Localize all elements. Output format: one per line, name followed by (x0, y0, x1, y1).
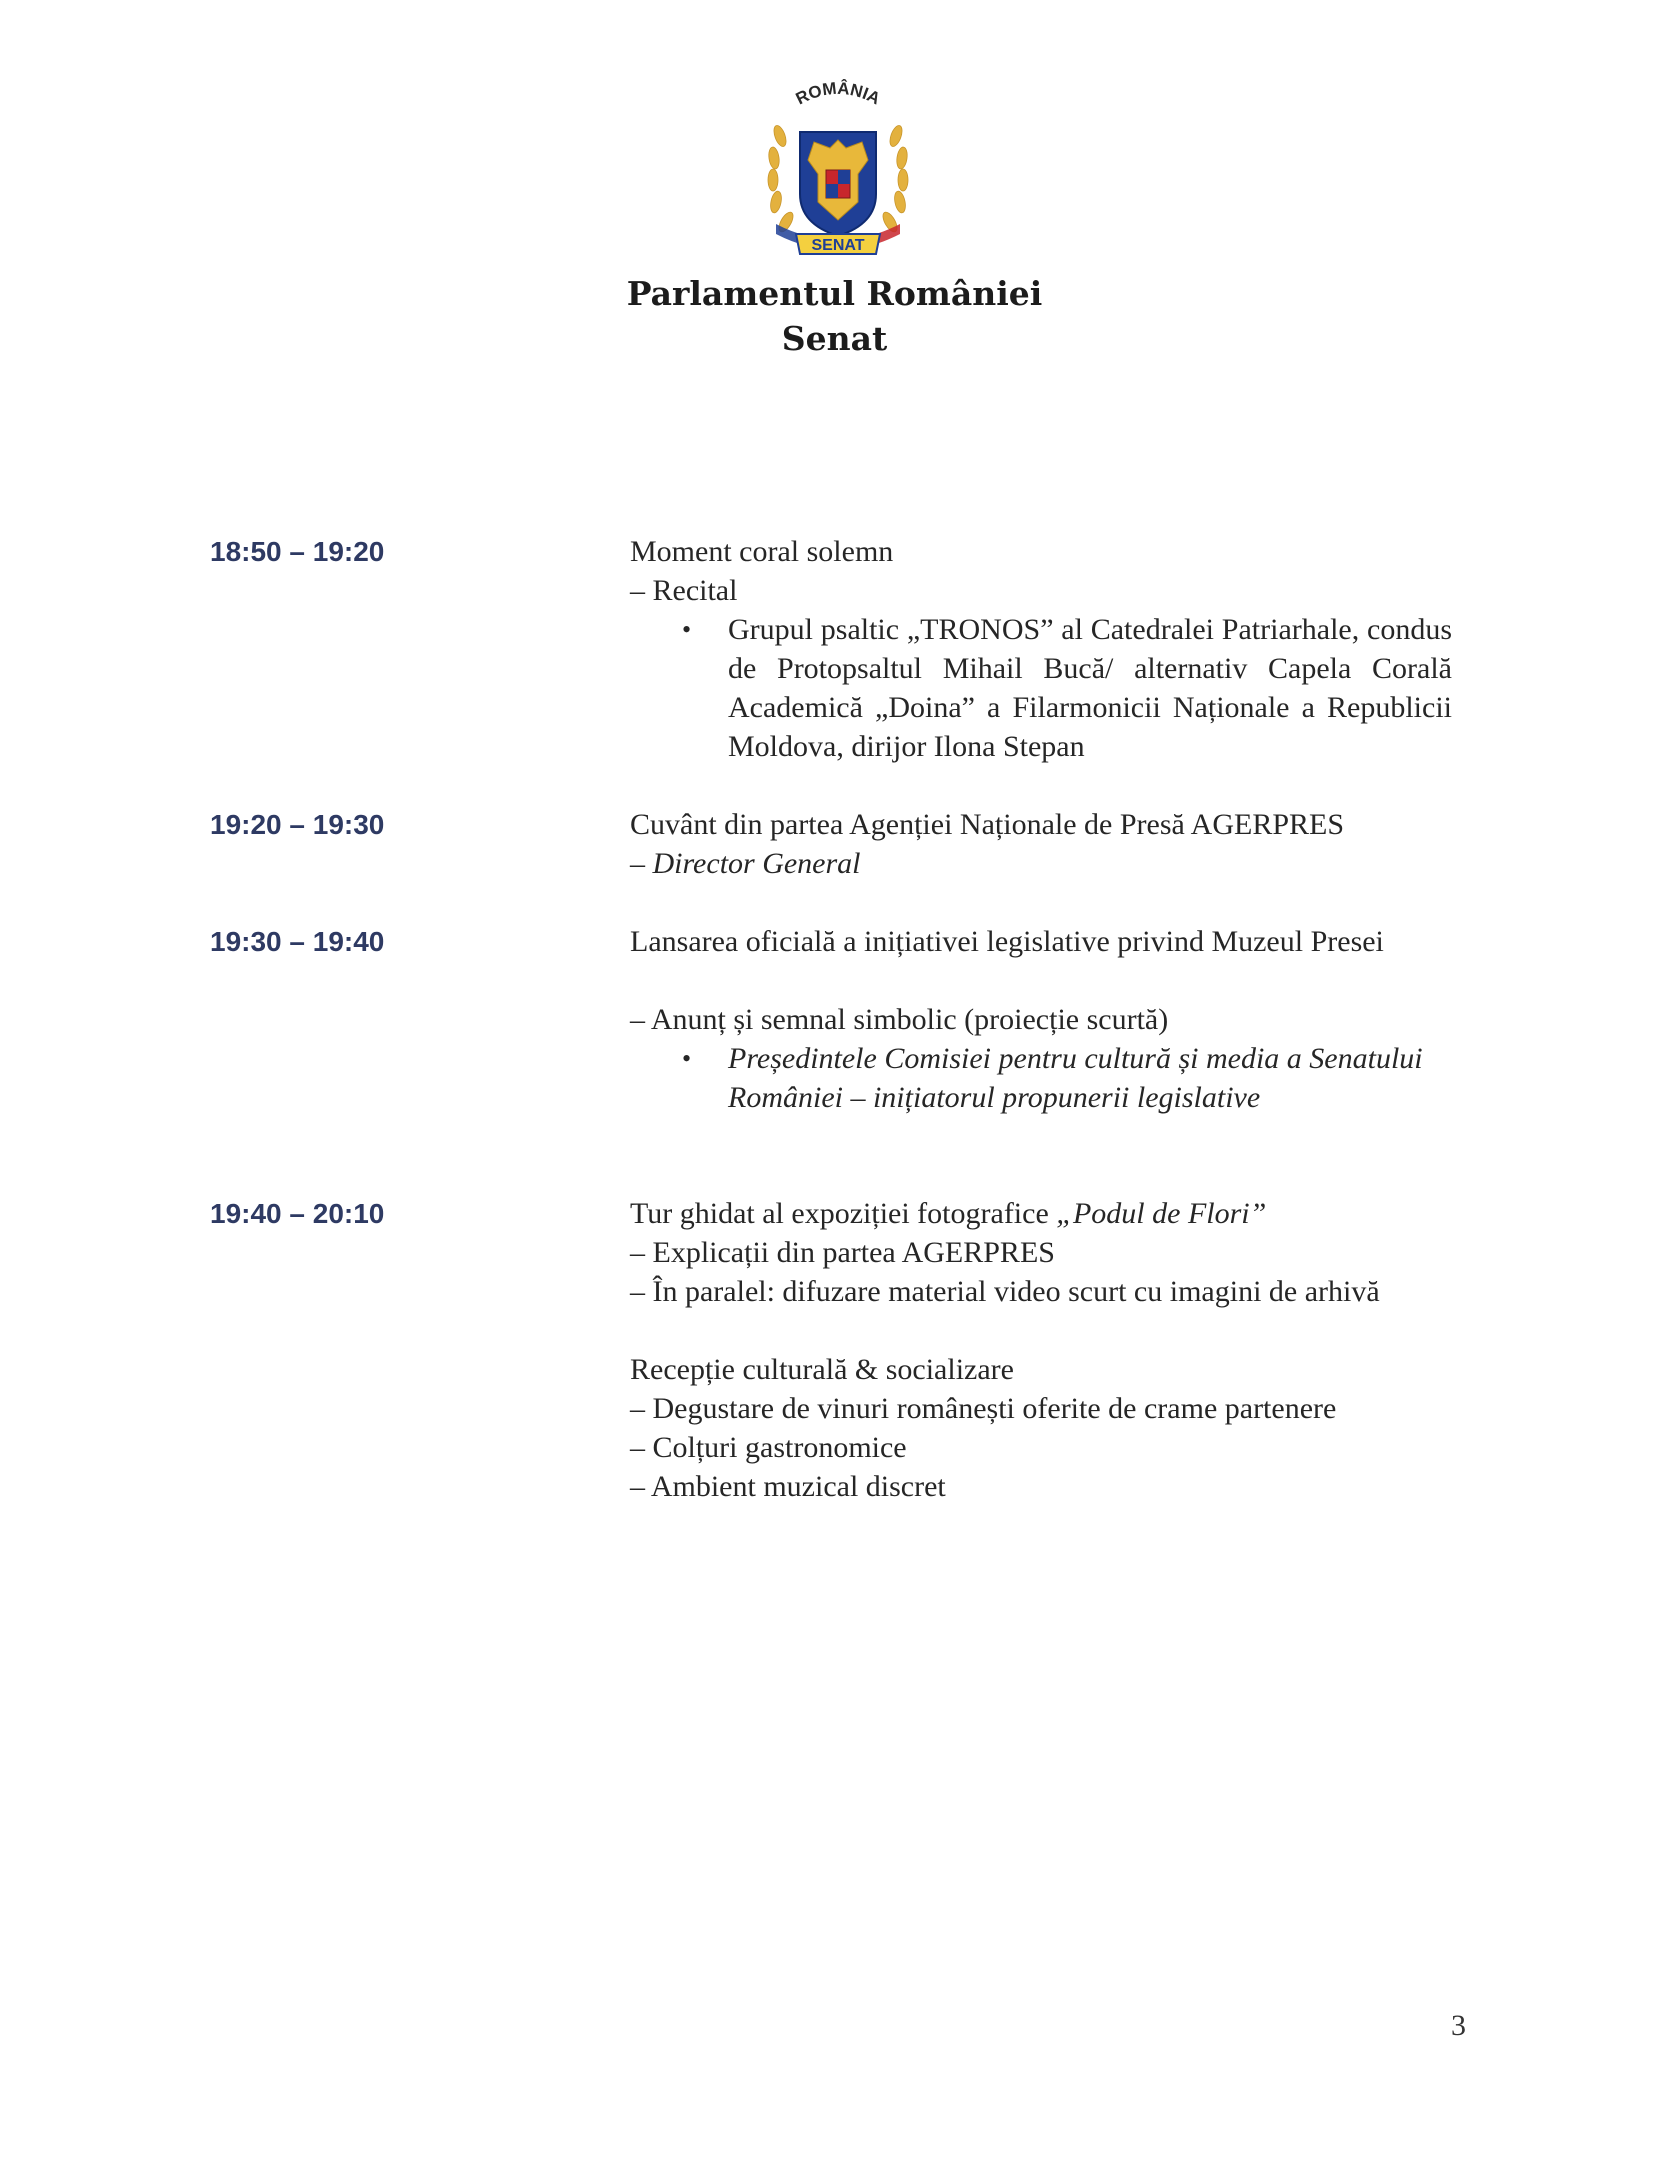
slot-subtitle-2: – În paralel: difuzare material video scurt cu imagini de arhivă (630, 1275, 1380, 1308)
exhibition-name: „Podul de Flori” (1056, 1197, 1267, 1230)
slot-subtitle-1: – Explicații din partea AGERPRES (630, 1236, 1055, 1269)
slot-description (630, 1194, 1452, 1506)
bullet-icon: • (682, 615, 692, 644)
slot-time: 19:20 – 19:30 (210, 809, 385, 840)
reception-item: – Ambient muzical discret (630, 1470, 946, 1503)
slot-title: Moment coral solemn (630, 535, 894, 568)
senat-emblem-logo (758, 74, 918, 270)
slot-time: 19:30 – 19:40 (210, 926, 385, 957)
slot-time: 18:50 – 19:20 (210, 536, 385, 567)
page-number: 3 (1451, 2009, 1466, 2042)
emblem-top-text: ROMÂNIA (792, 78, 884, 109)
bullet-item (630, 1039, 1452, 1117)
slot-description (630, 805, 1452, 883)
bullet-text: Grupul psaltic „TRONOS” al Catedralei Patriarhale, condus de Protopsaltul Mihail Bucă/ alternativ Capela Corală Academică „Doina” a Filarmonicii Naționale a Republicii Moldova, dirijor Ilona Stepan (728, 613, 1452, 763)
emblem-bottom-text: SENAT (811, 237, 865, 254)
header-title-parliament: Parlamentul României (626, 274, 1043, 313)
slot-subtitle: – Recital (630, 574, 738, 607)
reception-title: Recepție culturală & socializare (630, 1353, 1014, 1386)
reception-item: – Degustare de vinuri românești oferite de crame partenere (630, 1392, 1337, 1425)
slot-subtitle: – Director General (630, 847, 861, 880)
reception-item: – Colțuri gastronomice (630, 1431, 907, 1464)
slot-subtitle: – Anunț și semnal simbolic (proiecție scurtă) (630, 1003, 1169, 1036)
bullet-item (630, 610, 1452, 766)
slot-time: 19:40 – 20:10 (210, 1198, 385, 1229)
bullet-text: Președintele Comisiei pentru cultură și media a Senatului României – inițiatorul propunerii legislative (728, 1042, 1423, 1114)
header-title-senate: Senat (781, 319, 888, 358)
slot-description (630, 922, 1452, 1117)
slot-title: Lansarea oficială a inițiativei legislative privind Muzeul Presei (630, 925, 1384, 958)
bullet-icon: • (682, 1044, 692, 1073)
slot-description (630, 532, 1452, 766)
slot-title: Cuvânt din partea Agenției Naționale de Presă AGERPRES (630, 808, 1345, 841)
slot-title: Tur ghidat al expoziției fotografice „Podul de Flori” (630, 1197, 1267, 1230)
